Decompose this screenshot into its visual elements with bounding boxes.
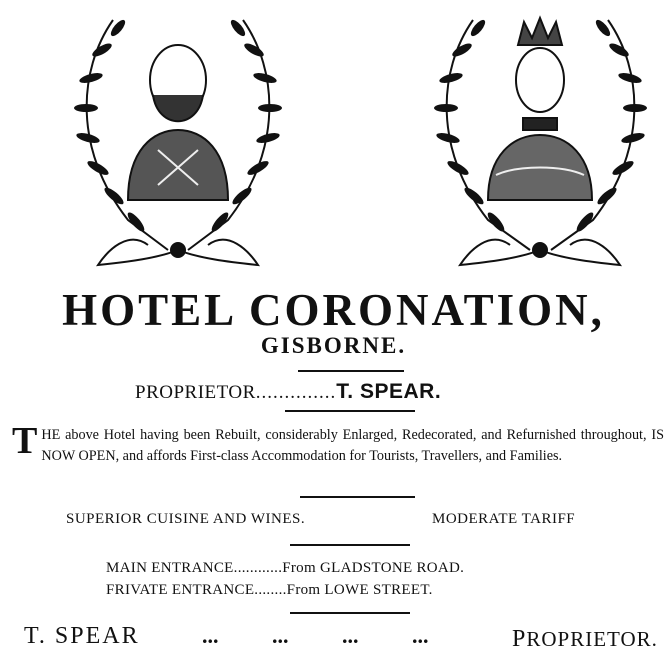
signature-title-cap: P — [512, 626, 527, 652]
proprietor-line — [135, 380, 441, 404]
laurel-wreath-icon — [418, 0, 663, 280]
drop-cap: T — [12, 420, 38, 462]
proprietor-name: T. SPEAR. — [336, 380, 442, 403]
private-entrance-line: FRIVATE ENTRANCE........From LOWE STREET. — [106, 582, 433, 598]
hotel-name-heading: HOTEL CORONATION, — [62, 285, 605, 335]
tariff-feature: MODERATE TARIFF — [432, 511, 576, 527]
divider — [285, 410, 415, 412]
signature-title-rest: ROPRIETOR. — [526, 627, 658, 651]
signature-dots: ... ... ... ... — [202, 623, 429, 648]
announcement-text: HE above Hotel having been Rebuilt, considerably Enlarged, Redecorated, and Refurnished throughout, IS NOW OPEN, and affords First-class Accommodation for Tourists, Travellers, and Families. — [41, 427, 664, 464]
town-name: GISBORNE. — [260, 333, 407, 358]
divider — [290, 612, 410, 614]
signature-title — [512, 626, 658, 653]
cuisine-feature: SUPERIOR CUISINE AND WINES. — [66, 511, 306, 527]
divider — [298, 370, 404, 372]
signature-name: T. SPEAR — [24, 623, 140, 649]
divider — [290, 544, 410, 546]
laurel-wreath-icon — [58, 0, 298, 280]
king-portrait-icon — [58, 0, 298, 280]
queen-portrait-icon — [418, 0, 663, 280]
announcement-paragraph — [12, 420, 664, 467]
main-entrance-line: MAIN ENTRANCE............From GLADSTONE ROAD. — [106, 560, 465, 576]
leader-dots: .............. — [255, 382, 337, 403]
divider — [300, 496, 415, 498]
proprietor-label: PROPRIETOR — [135, 382, 256, 403]
